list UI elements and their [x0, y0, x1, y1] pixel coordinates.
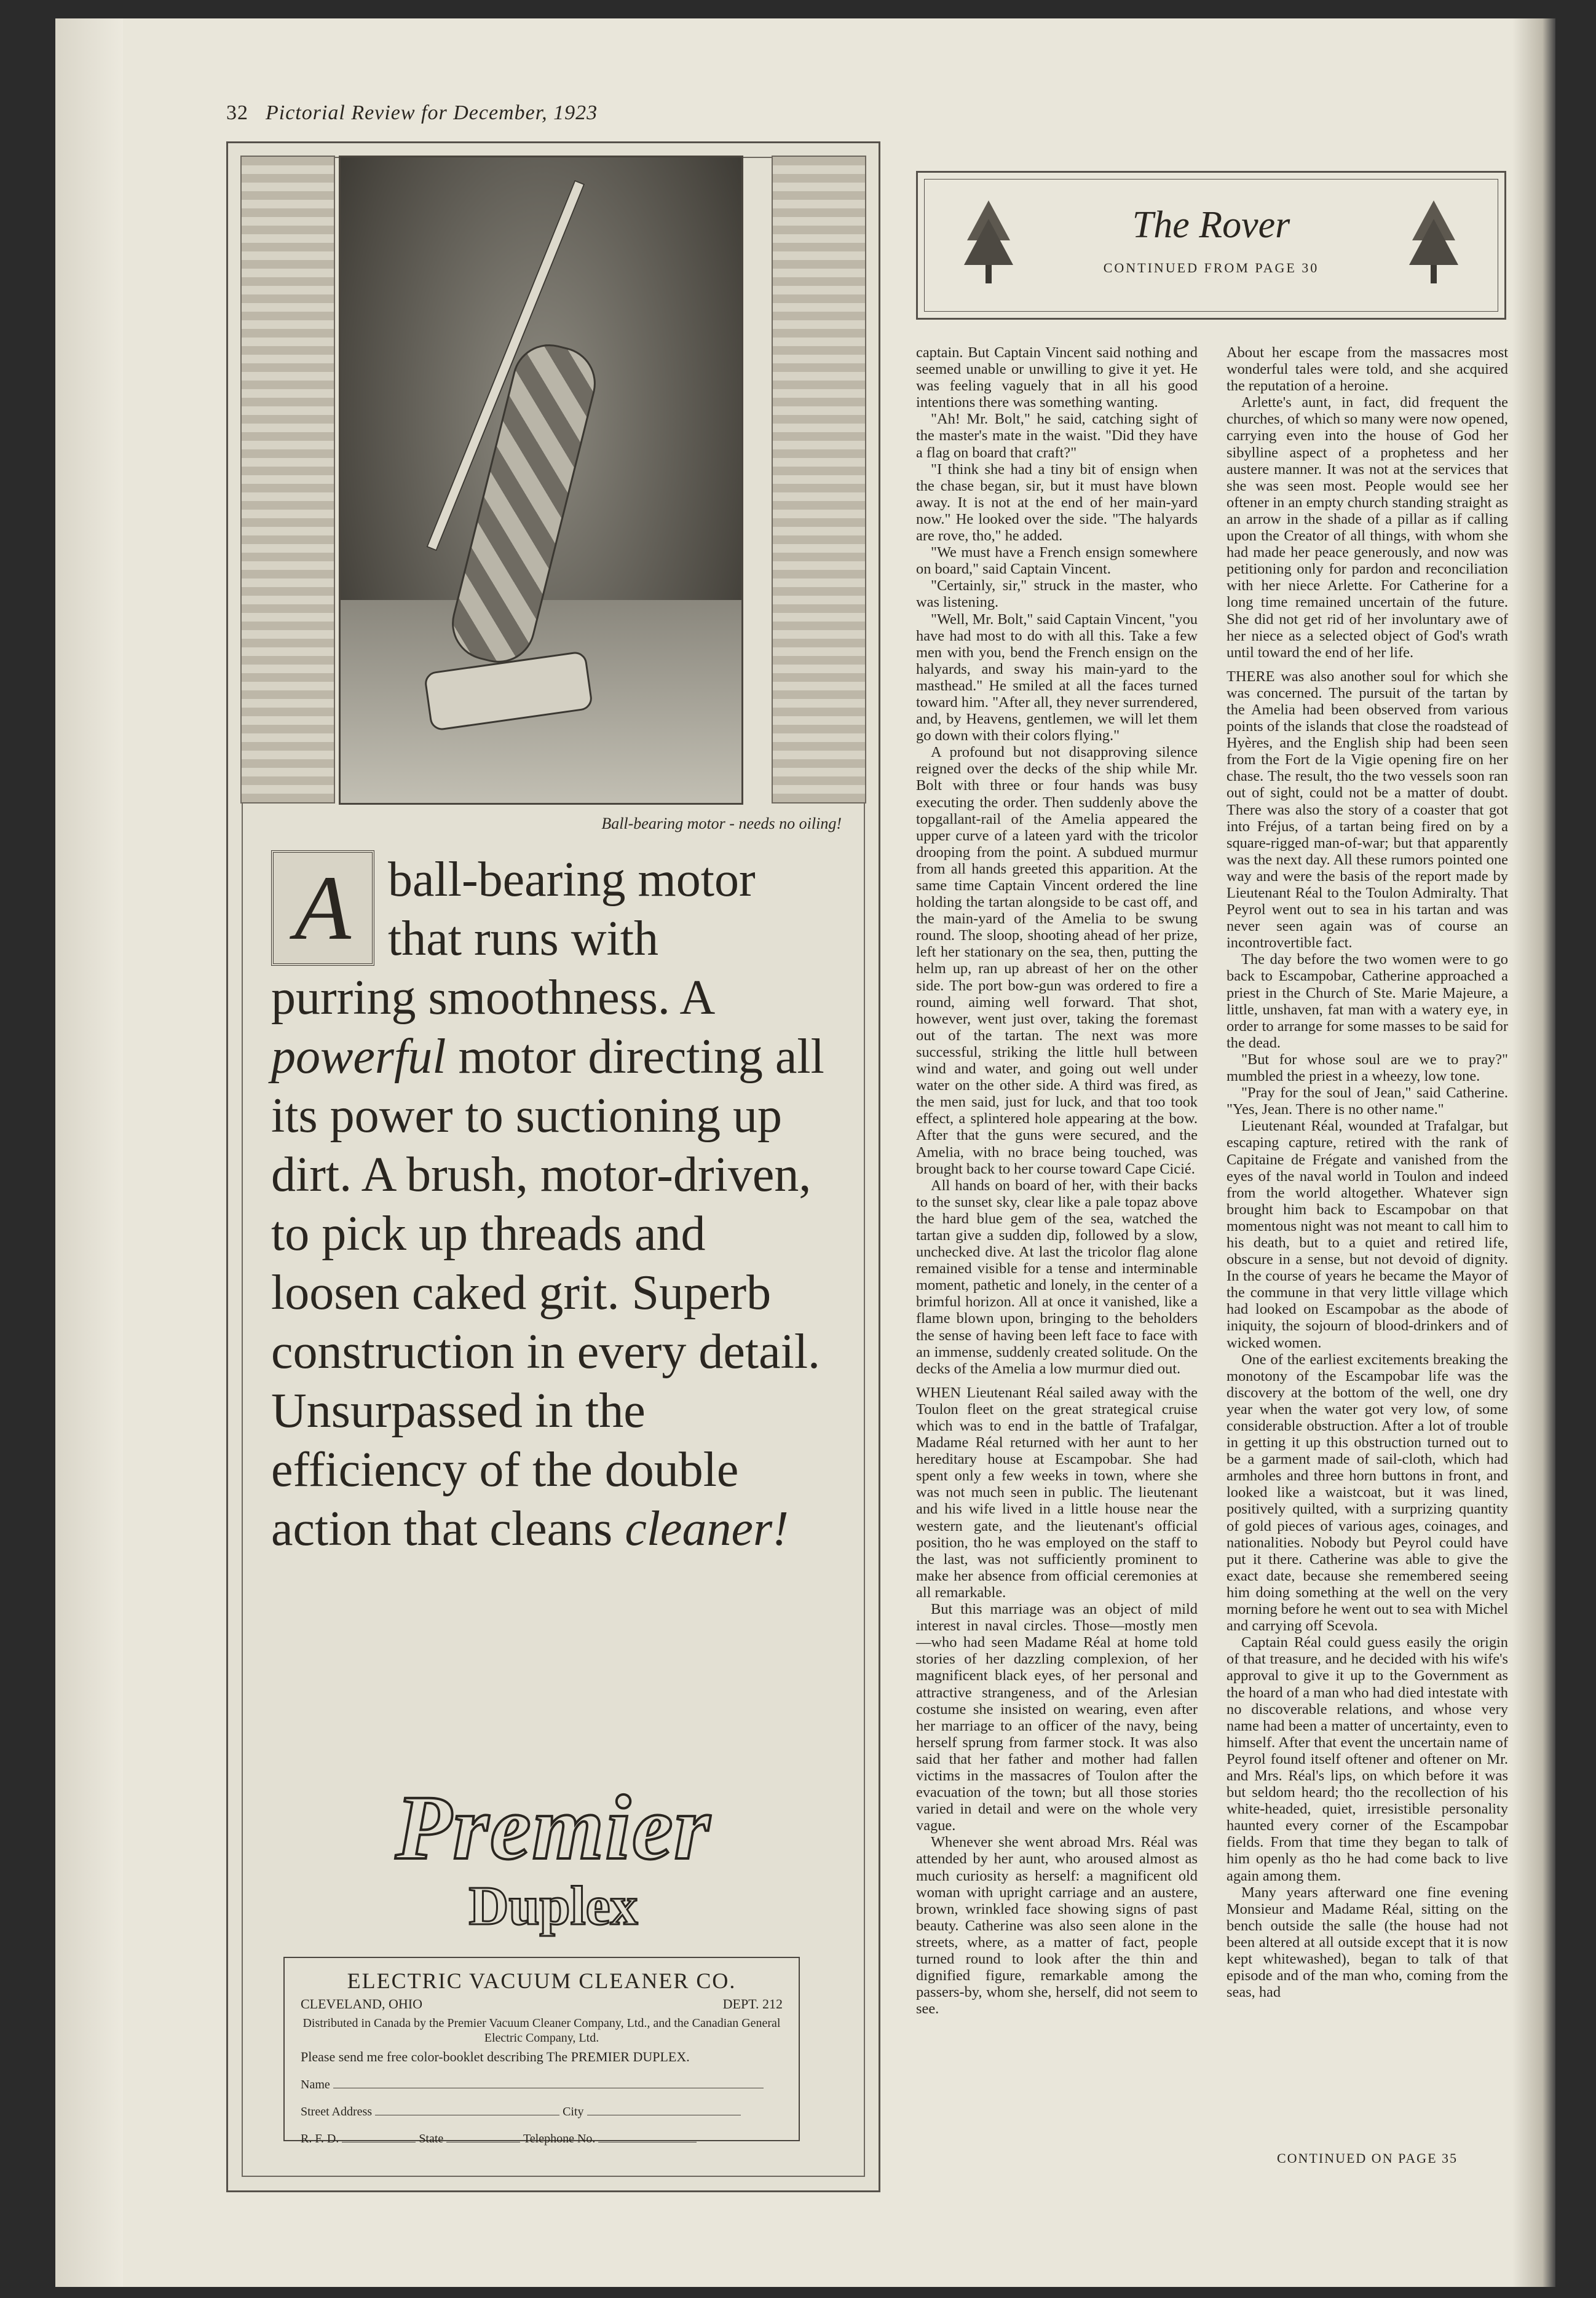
- page-spine: [55, 18, 123, 2287]
- brand-logo: [228, 1779, 879, 1936]
- ad-copy: A ball-bearing motor that runs with purring smoothness. A powerful motor directing all its power to suctioning up dirt. A brush, motor-driven, to pick up threads and loosen caked grit. Superb construction in every detail. Unsurpassed in the efficiency of the double action that cleans cleaner!: [271, 850, 824, 1558]
- drop-cap: A: [271, 850, 374, 966]
- ornament-right: [772, 156, 866, 804]
- vacuum-cleaner-photo: [339, 156, 743, 805]
- article-column-2: About her escape from the massacres most wonderful tales were told, and she acquired the reputation of a heroine. Arlette's aunt, in fact, did frequent the churches, of which so many were now opened, carrying even into the house of God her sibylline aspect of a prophetess and her austere manner. It was not at the services that she was seen most. People would see her oftener in an empty church standing straight as an arrow in the shade of a pillar as if calling upon the Creator of all things, with whom she had made her peace generously, and now was petitioning only for pardon and reconciliation with her niece Arlette. For Catherine for a long time remained uncertain of the future. She did not get rid of her involuntary awe of her niece as a selected object of God's wrath until toward the end of her life. THERE was also another soul for which she was concerned. The pursuit of the tartan by the Amelia had been observed from various points of the islands that close the roadstead of Hyères, and the English ship had been seen from the Fort de la Vigie opening fire on her chase. The result, tho the two vessels soon ran out of sight, could not be a matter of doubt. There was also the story of a coaster that got into Fréjus, of a tartan being fired on by a square-rigged man-of-war; but that apparently was the next day. All these rumors pointed one way and were the basis of the report made by Lieutenant Réal to the Toulon Admiralty. That Peyrol went out to sea in his tartan and was never seen again was of course an incontrovertible fact. The day before the two women were to go back to Escampobar, Catherine approached a priest in the Church of Ste. Marie Majeure, a little, unshaven, fat man with a watery eye, in order to arrange for some masses to be said for the dead. "But for whose soul are we to pray?" mumbled the priest in a wheezy, low tone. "Pray for the soul of Jean," said Catherine. "Yes, Jean. There is no other name." Lieutenant Réal, wounded at Trafalgar, but escaping capture, retired with the rank of Capitaine de Frégate and vanished from the eyes of the naval world in Toulon and indeed from the world altogether. Whatever sign brought him back to Escampobar on that momentous night was not meant to call him to his death, but to a quiet and retired life, obscure in a sense, but not devoid of dignity. In the course of years he became the Mayor of the commune in that very little village which had looked on Escampobar as the abode of iniquity, the sojourn of blood-drinkers and of wicked women. One of the earliest excitements breaking the monotony of the Escampobar life was the discovery at the bottom of the well, one dry year when the water got very low, of some considerable obstruction. After a lot of trouble in getting it up this obstruction turned out to be a garment made of sail-cloth, which had armholes and three horn buttons in front, and looked like a waistcoat, but it was lined, positively quilted, with a surprizing quantity of gold pieces of various ages, coinages, and nationalities. Nobody but Peyrol could have put it there. Catherine was able to give the exact date, because she remembered seeing him doing something at the well on the very morning before he went out to sea with Michel and carrying off Scevola. Captain Réal could guess easily the origin of that treasure, and he decided with his wife's approval to give it up to the Government as the hoard of a man who had died intestate with no discoverable relations, and whose very name had been a matter of uncertainty, even to himself. After that event the uncertain name of Peyrol found itself oftener and oftener on Mr. and Mrs. Réal's lips, on which before it was but seldom heard; tho the recollection of his white-headed, quiet, irresistible personality haunted every corner of the Escampobar fields. From that time they began to talk of him openly as tho he had come back to live again among them. Many years afterward one fine evening Monsieur and Madame Réal, sitting on the bench outside the salle (the house had not been altered at all outside except that it is now kept whitewashed), began to talk of that episode and of the man who, coming from the seas, had: [1227, 344, 1508, 2001]
- tree-icon: [1406, 197, 1461, 290]
- article-column-1: captain. But Captain Vincent said nothing and seemed unable or unwilling to give it yet. He was feeling vaguely that in all his good intentions there was something wanting. "Ah! Mr. Bolt," he said, catching sight of the master's mate in the waist. "Did they have a flag on board that craft?" "I think she had a tiny bit of ensign when the chase began, sir, but it must have blown away. It is not at the end of her main-yard now." He looked over the side. "The halyards are rove, tho," he added. "We must have a French ensign somewhere on board," said Captain Vincent. "Certainly, sir," struck in the master, who was listening. "Well, Mr. Bolt," said Captain Vincent, "you have had most to do with all this. Take a few men with you, bend the French ensign on the halyards, and sway his main-yard to the masthead." He smiled at all the faces turned toward him. "After all, they never surrendered, and, by Heavens, gentlemen, we will let them go down with their colors flying." A profound but not disapproving silence reigned over the decks of the ship while Mr. Bolt with three or four hands was busy executing the order. Then suddenly above the topgallant-rail of the Amelia appeared the upper curve of a lateen yard with the tricolor drooping from the point. A subdued murmur from all hands greeted this apparition. At the same time Captain Vincent ordered the line holding the tartan alongside to be cast off, and the main-yard of the Amelia to be swung round. The sloop, shooting ahead of her prize, left her stationary on the sea, then, putting the helm up, ran up abreast of her on the other side. The port bow-gun was ordered to fire a round, aiming well forward. That shot, however, went just over, taking the foremast out of the tartan. The next was more successful, striking the little hull between wind and water, and going out well under water on the other side. A third was fired, as the men said, just for luck, and that too took effect, a splintered hole appearing at the bow. After that the guns were secured, and the Amelia, with no brace being touched, was brought back to her course toward Cape Cicié. All hands on board of her, with their backs to the sunset sky, clear like a pale topaz above the hard blue gem of the sea, watched the tartan give a sudden dip, followed by a slow, unchecked dive. At last the tricolor flag alone remained visible for a tense and interminable moment, pathetic and lonely, in the center of a brimful horizon. All at once it vanished, like a flame blown upon, bringing to the beholders the sense of having been left face to face with an immense, suddenly created solitude. On the decks of the Amelia a low murmur died out. WHEN Lieutenant Réal sailed away with the Toulon fleet on the great strategical cruise which was to end in the battle of Trafalgar, Madame Réal returned with her aunt to her hereditary house at Escampobar. She had spent only a few weeks in town, where she was not much seen in public. The lieutenant and his wife lived in a little house near the western gate, and the lieutenant's official position, tho he was employed on the staff to the last, was not sufficiently prominent to make her absence from official ceremonies at all remarkable. But this marriage was an object of mild interest in naval circles. Those—mostly men—who had seen Madame Réal at home told stories of her dazzling complexion, of her magnificent black eyes, of her personal and attractive strangeness, and of the Arlesian costume she insisted on wearing, even after her marriage to an officer of the navy, being herself sprung from farmer stock. It was also said that her father and mother had fallen victims in the massacres of Toulon after the evacuation of the town; but all those stories varied in detail and were on the whole very vague. Whenever she went abroad Mrs. Réal was attended by her aunt, who aroused almost as much curiosity as herself: a magnificent old woman with upright carriage and an austere, brown, wrinkled face showing signs of past beauty. Catherine was also seen alone in the streets, where, as a matter of fact, people turned round to look after the thin and dignified figure, remarkable among the passers-by, whom she, herself, did not seem to see.: [916, 344, 1198, 2018]
- brand-duplex: Duplex: [468, 1876, 638, 1937]
- page-number: 32: [226, 101, 248, 124]
- ornament-left: [240, 156, 335, 804]
- coupon-company: ELECTRIC VACUUM CLEANER CO.: [347, 1968, 737, 1993]
- continued-note: CONTINUED ON PAGE 35: [1276, 2150, 1458, 2166]
- article-header: [916, 171, 1506, 320]
- coupon-form: Name Street Address City R. F. D. State Telephone No.: [301, 2071, 783, 2152]
- order-coupon: ELECTRIC VACUUM CLEANER CO. CLEVELAND, OHIO DEPT. 212 Distributed in Canada by the Premier Vacuum Cleaner Company, Ltd., and the Canadian General Electric Company, Ltd. Please send me free color-booklet describing The PREMIER DUPLEX. Name Street Address City R. F. D. State Telephone No.: [283, 1957, 800, 2141]
- brand-premier: Premier: [395, 1777, 711, 1879]
- photo-caption: Ball-bearing motor - needs no oiling!: [601, 815, 842, 832]
- page-edge: [1512, 18, 1555, 2287]
- coupon-request: Please send me free color-booklet describing The PREMIER DUPLEX.: [301, 2049, 690, 2064]
- coupon-distribution-note: Distributed in Canada by the Premier Vacuum Cleaner Company, Ltd., and the Canadian General Electric Company, Ltd.: [302, 2016, 781, 2045]
- article-subtitle: CONTINUED FROM PAGE 30: [1103, 260, 1319, 275]
- running-head: [226, 101, 598, 125]
- premier-duplex-advertisement: [226, 141, 880, 2192]
- article-title: The Rover: [1132, 204, 1290, 246]
- magazine-title: Pictorial Review for December, 1923: [266, 101, 598, 124]
